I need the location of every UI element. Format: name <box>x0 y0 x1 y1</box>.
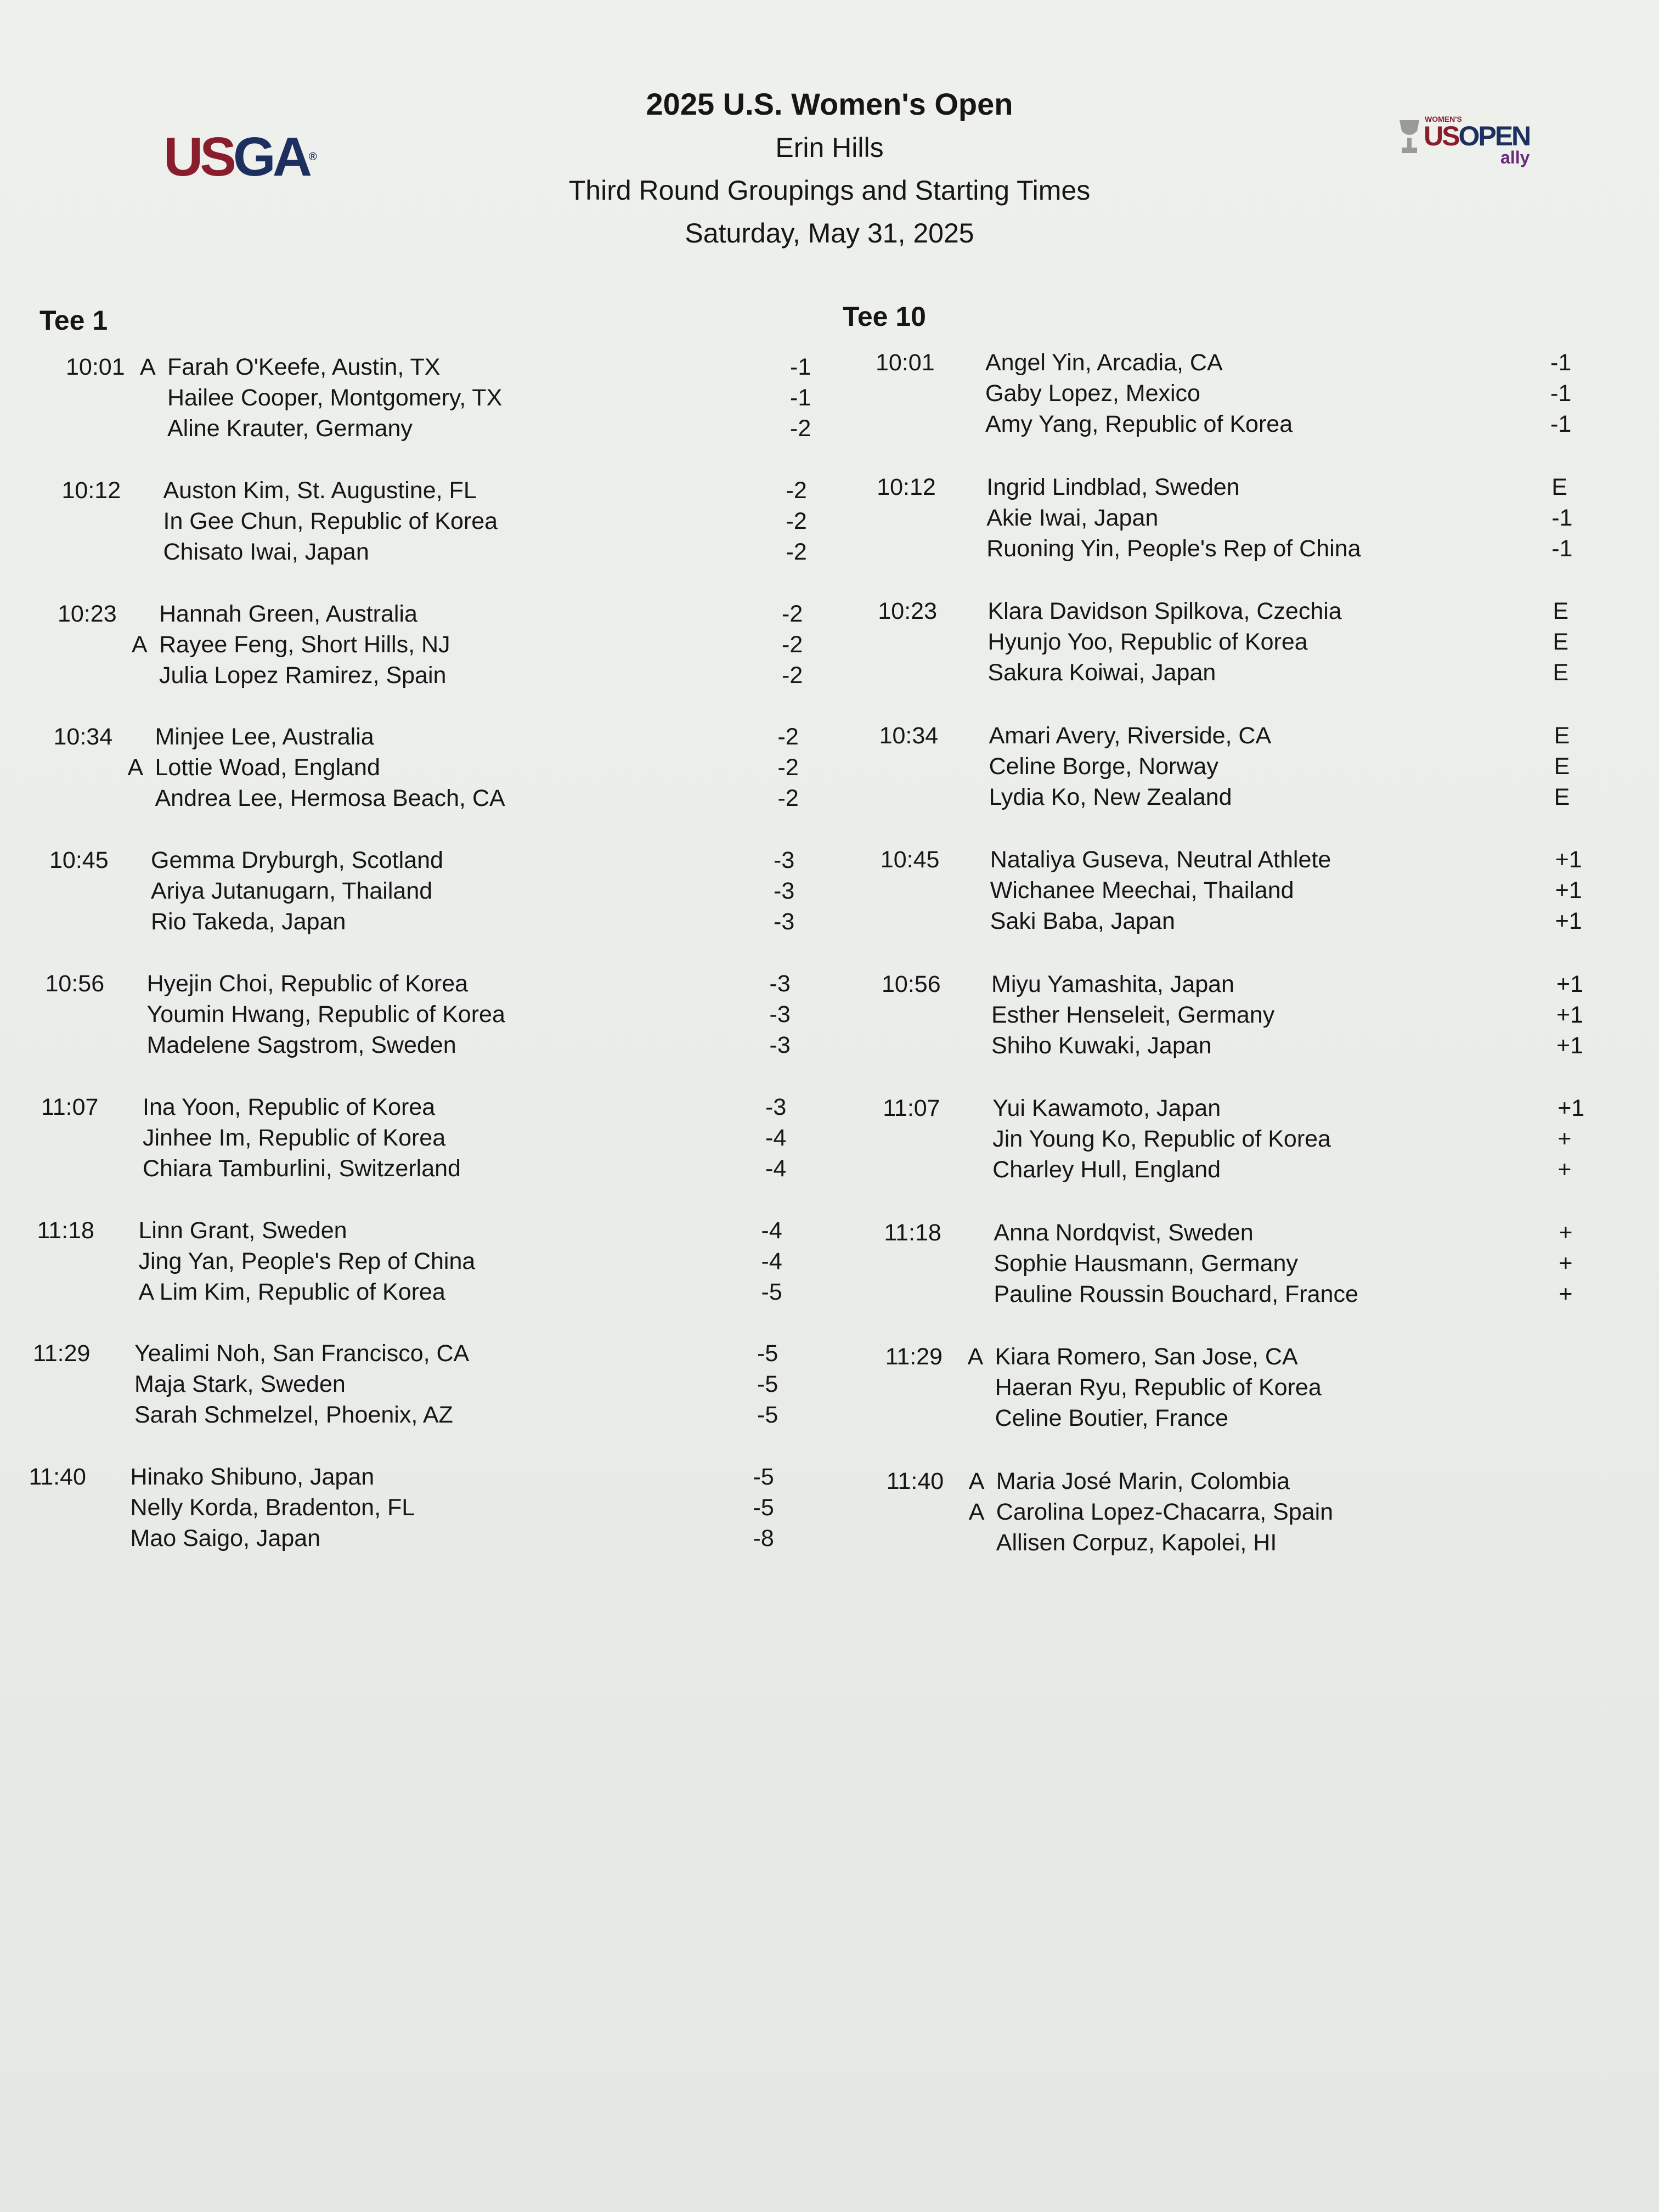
player-score: + <box>1559 1219 1573 1246</box>
tee-group <box>37 1217 805 1316</box>
tee-group <box>884 1220 1652 1318</box>
player-row <box>883 1095 1651 1127</box>
player-row <box>884 1281 1652 1313</box>
player-row <box>37 1217 805 1249</box>
player-name: Ina Yoon, Republic of Korea <box>143 1093 436 1120</box>
player-score: + <box>1559 1250 1573 1277</box>
player-row <box>884 1250 1652 1282</box>
tee-group <box>62 477 830 576</box>
player-row <box>62 477 830 509</box>
player-name: Haeran Ryu, Republic of Korea <box>995 1374 1322 1401</box>
player-name: Andrea Lee, Hermosa Beach, CA <box>155 785 505 812</box>
player-row <box>879 784 1647 816</box>
tee-group <box>46 970 814 1069</box>
player-name: Shiho Kuwaki, Japan <box>991 1032 1212 1059</box>
player-row <box>33 1402 801 1434</box>
player-name: Mao Saigo, Japan <box>130 1525 321 1552</box>
player-row <box>49 847 817 879</box>
player-score: +1 <box>1556 970 1584 997</box>
player-name: Anna Nordqvist, Sweden <box>994 1219 1254 1246</box>
tee-group <box>885 1344 1654 1442</box>
player-score: -2 <box>786 477 807 504</box>
tee-time: 11:18 <box>884 1219 941 1246</box>
player-score: -8 <box>753 1525 774 1552</box>
tee-group <box>41 1094 809 1193</box>
tee-label: Tee 10 <box>843 301 926 332</box>
player-score: E <box>1553 598 1569 624</box>
tee-group <box>887 1468 1655 1567</box>
player-score: -5 <box>753 1494 774 1521</box>
player-row <box>54 754 822 786</box>
player-row <box>54 785 822 817</box>
player-row <box>62 539 830 571</box>
player-name: Sarah Schmelzel, Phoenix, AZ <box>134 1402 453 1429</box>
player-score: +1 <box>1558 1095 1585 1121</box>
player-row <box>879 753 1647 785</box>
player-row <box>46 970 814 1002</box>
tee-time: 10:56 <box>45 970 105 997</box>
player-name: Angel Yin, Arcadia, CA <box>985 349 1223 376</box>
tee-group <box>876 349 1644 448</box>
amateur-marker: A <box>968 1498 985 1525</box>
player-name: Linn Grant, Sweden <box>138 1217 347 1244</box>
amateur-marker: A <box>968 1468 985 1494</box>
tee-time: 10:45 <box>49 847 109 874</box>
player-score: -1 <box>790 385 811 411</box>
player-row <box>877 474 1645 506</box>
player-score: +1 <box>1556 1001 1584 1028</box>
round-title: Third Round Groupings and Starting Times <box>568 175 1091 206</box>
player-score: -3 <box>769 1001 791 1028</box>
player-row <box>66 415 834 447</box>
tee-time: 10:12 <box>61 477 121 504</box>
tee-group <box>879 723 1647 821</box>
player-name: Hannah Green, Australia <box>159 600 417 627</box>
player-row <box>29 1494 797 1526</box>
player-name: Akie Iwai, Japan <box>986 504 1159 531</box>
player-row <box>58 631 826 663</box>
player-row <box>58 662 826 694</box>
player-name: Amy Yang, Republic of Korea <box>985 411 1293 437</box>
player-score: -4 <box>765 1155 787 1182</box>
player-score: -3 <box>774 878 795 905</box>
player-name: Chiara Tamburlini, Switzerland <box>143 1155 461 1182</box>
player-name: Carolina Lopez-Chacarra, Spain <box>996 1498 1334 1525</box>
player-name: Jing Yan, People's Rep of China <box>138 1248 476 1274</box>
us-womens-open-logo: WOMEN'S USOPEN ally <box>1396 112 1539 173</box>
player-name: Chisato Iwai, Japan <box>163 538 369 565</box>
player-name: Gaby Lopez, Mexico <box>985 380 1200 407</box>
player-row <box>66 354 834 386</box>
player-row <box>881 847 1649 878</box>
player-name: Hyunjo Yoo, Republic of Korea <box>988 629 1308 655</box>
player-name: Jin Young Ko, Republic of Korea <box>992 1126 1331 1152</box>
player-name: Julia Lopez Ramirez, Spain <box>159 662 447 689</box>
player-name: Minjee Lee, Australia <box>155 724 374 751</box>
player-name: Aline Krauter, Germany <box>167 415 413 442</box>
player-score: +1 <box>1556 1032 1584 1059</box>
tee-group <box>882 971 1650 1070</box>
player-score: E <box>1554 722 1570 749</box>
amateur-marker: A <box>140 354 156 380</box>
player-score: E <box>1554 753 1570 780</box>
tee-time: 11:18 <box>37 1217 94 1244</box>
player-row <box>878 659 1646 691</box>
amateur-marker: A <box>127 754 144 781</box>
player-row <box>882 1032 1650 1064</box>
player-name: Sakura Koiwai, Japan <box>988 659 1216 686</box>
player-row <box>46 1001 814 1033</box>
tee-group <box>66 354 834 453</box>
player-score: + <box>1558 1156 1572 1183</box>
tee-time: 10:01 <box>876 349 935 376</box>
player-name: A Lim Kim, Republic of Korea <box>138 1278 445 1305</box>
player-row <box>41 1125 809 1156</box>
player-row <box>876 380 1644 412</box>
tee-label: Tee 1 <box>40 305 108 336</box>
player-name: Lydia Ko, New Zealand <box>989 783 1232 810</box>
player-score: E <box>1554 783 1570 810</box>
player-score: -2 <box>777 785 799 812</box>
player-row <box>881 908 1649 940</box>
player-score: -5 <box>753 1464 774 1491</box>
tee-group <box>878 598 1646 697</box>
player-score: -3 <box>769 970 791 997</box>
tee-time: 10:56 <box>882 970 941 997</box>
player-score: +1 <box>1555 847 1582 873</box>
player-row <box>876 411 1644 443</box>
player-name: Yui Kawamoto, Japan <box>992 1095 1221 1121</box>
player-name: Ingrid Lindblad, Sweden <box>986 473 1240 500</box>
player-name: Maja Stark, Sweden <box>134 1371 346 1398</box>
player-name: Saki Baba, Japan <box>990 908 1175 934</box>
tee-time: 10:45 <box>880 847 940 873</box>
player-name: Allisen Corpuz, Kapolei, HI <box>996 1529 1277 1556</box>
player-score: -2 <box>782 662 803 689</box>
player-row <box>882 1002 1650 1034</box>
tee-group <box>877 474 1645 573</box>
player-name: Amari Avery, Riverside, CA <box>989 722 1272 749</box>
tee-group <box>58 601 826 699</box>
venue-name: Erin Hills <box>775 132 884 163</box>
player-row <box>37 1248 805 1280</box>
player-score: -2 <box>786 538 807 565</box>
player-score: -2 <box>790 415 811 442</box>
tee-time: 11:40 <box>886 1468 944 1494</box>
player-score: + <box>1558 1126 1572 1152</box>
player-row <box>881 877 1649 909</box>
player-score: -2 <box>782 600 803 627</box>
player-row <box>54 724 822 755</box>
player-row <box>41 1094 809 1126</box>
player-row <box>49 909 817 940</box>
player-score: -3 <box>774 847 795 874</box>
tee-time: 11:07 <box>41 1093 99 1120</box>
player-score: -2 <box>782 631 803 658</box>
player-name: Wichanee Meechai, Thailand <box>990 877 1294 904</box>
player-name: Nataliya Guseva, Neutral Athlete <box>990 847 1331 873</box>
tee-time: 10:01 <box>66 354 125 380</box>
player-score: -4 <box>761 1217 782 1244</box>
tee-time: 10:12 <box>877 473 936 500</box>
player-row <box>29 1464 797 1496</box>
player-score: -3 <box>774 909 795 935</box>
player-row <box>62 508 830 540</box>
player-name: Pauline Roussin Bouchard, France <box>994 1280 1358 1307</box>
player-score: -2 <box>786 507 807 534</box>
player-name: Celine Boutier, France <box>995 1405 1229 1431</box>
player-row <box>66 385 834 416</box>
player-score: -1 <box>1551 504 1573 531</box>
player-row <box>887 1468 1655 1500</box>
tee-time: 11:40 <box>29 1464 86 1491</box>
tee-time: 11:29 <box>885 1344 943 1370</box>
player-name: Miyu Yamashita, Japan <box>991 970 1234 997</box>
round-date: Saturday, May 31, 2025 <box>685 218 974 249</box>
player-row <box>879 723 1647 754</box>
player-score: -1 <box>1550 411 1572 437</box>
player-score: E <box>1553 629 1569 655</box>
player-score: -5 <box>761 1278 782 1305</box>
player-score: -3 <box>765 1093 787 1120</box>
player-row <box>885 1344 1654 1375</box>
tee-time: 10:23 <box>878 598 937 624</box>
player-name: Esther Henseleit, Germany <box>991 1001 1275 1028</box>
player-score: -4 <box>761 1248 782 1274</box>
player-row <box>58 601 826 633</box>
player-row <box>884 1220 1652 1251</box>
player-name: Farah O'Keefe, Austin, TX <box>167 354 441 380</box>
player-name: Ariya Jutanugarn, Thailand <box>151 878 433 905</box>
player-row <box>33 1371 801 1403</box>
player-score: -4 <box>765 1124 787 1151</box>
player-score: E <box>1553 659 1569 686</box>
player-name: Hailee Cooper, Montgomery, TX <box>167 385 503 411</box>
amateur-marker: A <box>967 1344 984 1370</box>
player-row <box>877 505 1645 537</box>
player-name: Hinako Shibuno, Japan <box>130 1464 375 1491</box>
tee-group <box>883 1095 1651 1194</box>
player-row <box>887 1530 1655 1561</box>
player-name: Ruoning Yin, People's Rep of China <box>986 535 1361 562</box>
tee-group <box>29 1464 797 1562</box>
player-row <box>877 535 1645 567</box>
tee-time: 11:29 <box>33 1340 91 1367</box>
event-title: 2025 U.S. Women's Open <box>646 87 1013 121</box>
player-name: Charley Hull, England <box>992 1156 1221 1183</box>
player-row <box>49 878 817 910</box>
tee-10-column <box>834 0 1659 2212</box>
player-row <box>878 598 1646 630</box>
player-row <box>883 1156 1651 1188</box>
player-score: -5 <box>757 1340 778 1367</box>
player-name: In Gee Chun, Republic of Korea <box>163 507 498 534</box>
tee-group <box>33 1340 801 1439</box>
player-name: Auston Kim, St. Augustine, FL <box>163 477 477 504</box>
player-row <box>885 1374 1654 1406</box>
tee-group <box>49 847 817 946</box>
player-row <box>37 1279 805 1311</box>
player-score: -2 <box>777 724 799 751</box>
usga-logo: USGA® <box>163 126 317 188</box>
tee-time: 10:34 <box>53 724 113 751</box>
player-score: -1 <box>1550 380 1572 407</box>
tee-group <box>881 847 1649 945</box>
player-name: Gemma Dryburgh, Scotland <box>151 847 443 874</box>
player-row <box>41 1155 809 1187</box>
player-row <box>887 1499 1655 1531</box>
tee-time: 10:23 <box>58 600 117 627</box>
tee-time: 11:07 <box>883 1095 940 1121</box>
player-score: E <box>1551 473 1567 500</box>
player-name: Sophie Hausmann, Germany <box>994 1250 1298 1277</box>
player-score: -1 <box>790 354 811 380</box>
player-row <box>876 349 1644 381</box>
player-score: +1 <box>1555 908 1582 934</box>
player-score: + <box>1559 1280 1573 1307</box>
player-score: -3 <box>769 1032 791 1058</box>
player-name: Rio Takeda, Japan <box>151 909 346 935</box>
player-score: -1 <box>1551 535 1573 562</box>
player-name: Jinhee Im, Republic of Korea <box>143 1124 446 1151</box>
player-name: Lottie Woad, England <box>155 754 380 781</box>
player-name: Hyejin Choi, Republic of Korea <box>146 970 469 997</box>
player-name: Maria José Marin, Colombia <box>996 1468 1290 1494</box>
player-name: Celine Borge, Norway <box>989 753 1218 780</box>
player-row <box>882 971 1650 1003</box>
player-row <box>883 1126 1651 1158</box>
player-name: Nelly Korda, Bradenton, FL <box>130 1494 415 1521</box>
player-name: Youmin Hwang, Republic of Korea <box>146 1001 505 1028</box>
player-score: +1 <box>1555 877 1582 904</box>
player-row <box>46 1032 814 1064</box>
player-row <box>878 629 1646 661</box>
player-score: -5 <box>757 1402 778 1429</box>
player-name: Yealimi Noh, San Francisco, CA <box>134 1340 470 1367</box>
tee-time: 10:34 <box>879 722 939 749</box>
tee-group <box>54 724 822 822</box>
player-score: -2 <box>777 754 799 781</box>
player-name: Klara Davidson Spilkova, Czechia <box>988 598 1342 624</box>
player-score: -5 <box>757 1371 778 1398</box>
player-score: -1 <box>1550 349 1572 376</box>
amateur-marker: A <box>132 631 148 658</box>
player-row <box>29 1525 797 1557</box>
player-name: Rayee Feng, Short Hills, NJ <box>159 631 450 658</box>
player-name: Madelene Sagstrom, Sweden <box>146 1032 456 1058</box>
player-name: Kiara Romero, San Jose, CA <box>995 1344 1298 1370</box>
player-row <box>33 1340 801 1372</box>
player-row <box>885 1405 1654 1437</box>
